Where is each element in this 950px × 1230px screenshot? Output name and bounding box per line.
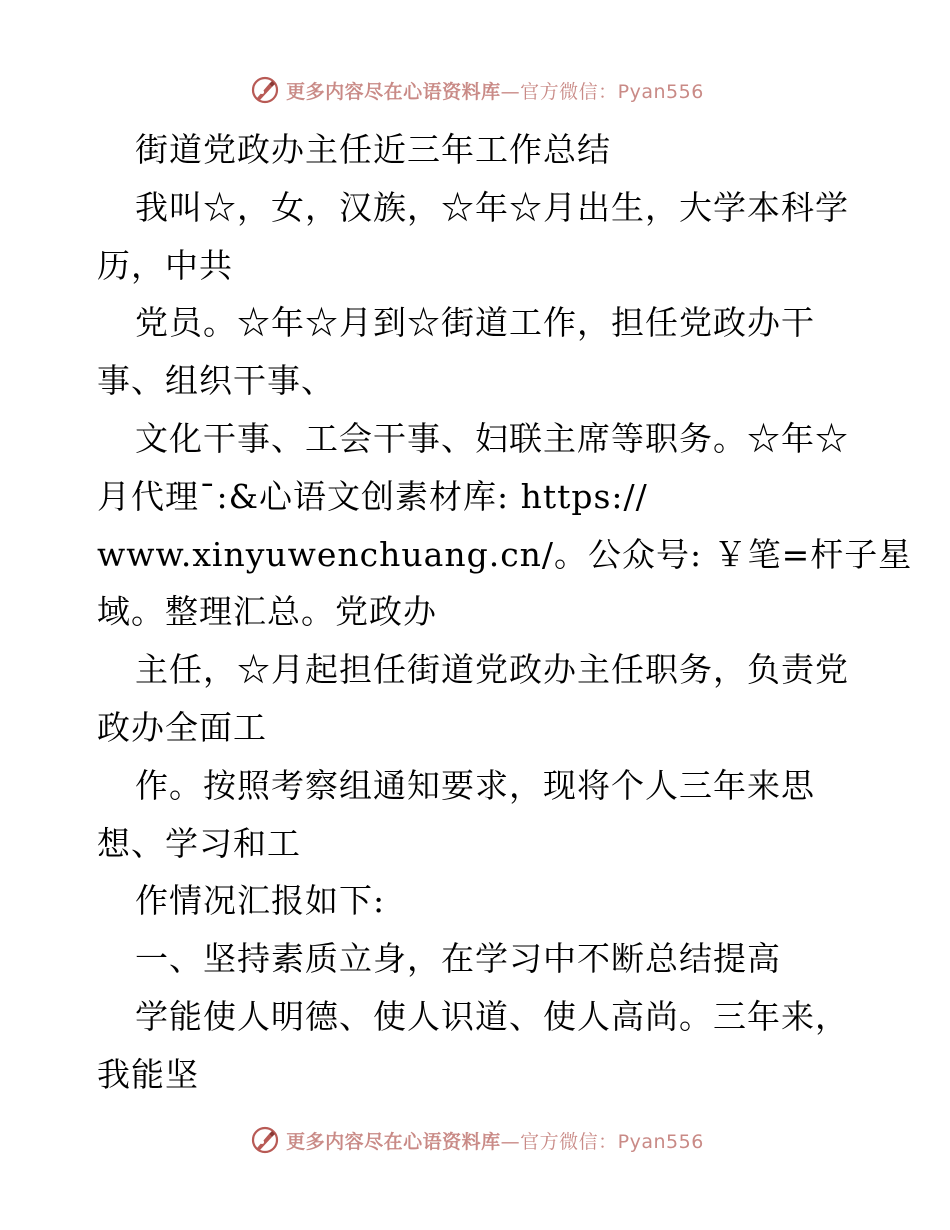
paragraph-line: 主任，☆月起担任街道党政办主任职务，负责党: [135, 650, 849, 690]
pen-seal-logo-icon: [250, 1125, 280, 1155]
paragraph-line: 历，中共: [97, 245, 233, 285]
watermark-text: 更多内容尽在心语资料库—官方微信：Pyan556: [286, 1130, 704, 1153]
watermark-group: [250, 1125, 704, 1155]
paragraph-line: 想、学习和工: [97, 823, 301, 863]
paragraph-line: 我能坚: [97, 1054, 199, 1094]
document-title: 街道党政办主任近三年工作总结: [135, 130, 611, 169]
paragraph-line: 作。按照考察组通知要求，现将个人三年来思: [135, 765, 815, 805]
paragraph-line: 事、组织干事、: [97, 361, 335, 401]
watermark-header: [0, 70, 950, 110]
paragraph-line: 党员。☆年☆月到☆街道工作，担任党政办干: [135, 303, 815, 343]
paragraph-line: 月代理¯:&心语文创素材库: https://: [97, 476, 648, 516]
section-heading: 一、坚持素质立身，在学习中不断总结提高: [135, 939, 781, 979]
paragraph-line: 文化干事、工会干事、妇联主席等职务。☆年☆: [135, 418, 849, 458]
watermark-group: [250, 75, 704, 105]
paragraph-line: 作情况汇报如下:: [135, 881, 386, 921]
watermark-footer: [0, 1120, 950, 1160]
paragraph-line: 域。整理汇总。党政办: [97, 592, 437, 632]
paragraph-line: 学能使人明德、使人识道、使人高尚。三年来，: [135, 996, 849, 1036]
document-body: [97, 121, 913, 1104]
paragraph-line: 我叫☆，女，汉族，☆年☆月出生，大学本科学: [135, 187, 849, 227]
paragraph-line: www.xinyuwenchuang.cn/。公众号: ￥笔=杆子星: [97, 534, 913, 574]
watermark-text: 更多内容尽在心语资料库—官方微信：Pyan556: [286, 80, 704, 103]
paragraph-line: 政办全面工: [97, 707, 267, 747]
pen-seal-logo-icon: [250, 75, 280, 105]
